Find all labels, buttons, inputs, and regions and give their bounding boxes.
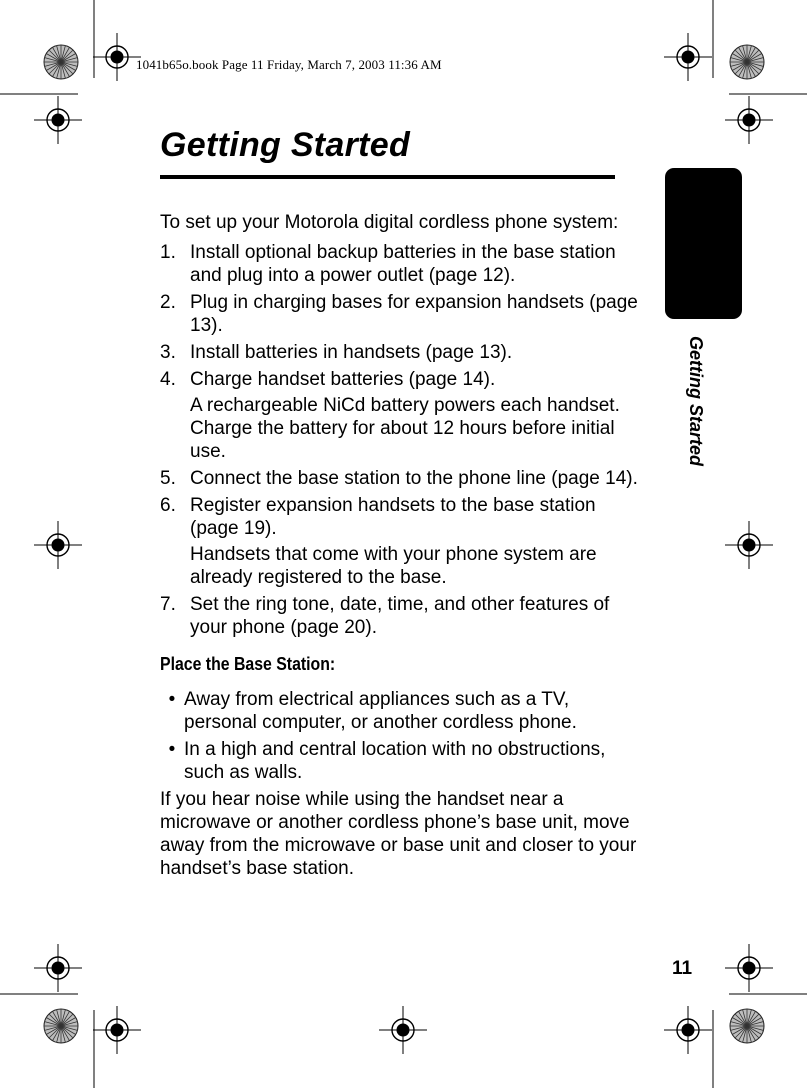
- registration-target-icon: [93, 33, 141, 81]
- noise-advice: If you hear noise while using the handset near a microwave or another cordless phone’s base unit, move away from the microwave or base unit and closer to your handset’s base station.: [160, 789, 637, 879]
- step-number: 6.: [160, 495, 176, 516]
- list-item: [160, 688, 645, 734]
- title-rule: [160, 175, 615, 179]
- step-text: Set the ring tone, date, time, and other features of your phone (page 20).: [190, 594, 610, 638]
- step-number: 4.: [160, 369, 176, 390]
- setup-step: [160, 593, 645, 639]
- bullet-icon: •: [168, 739, 176, 760]
- step-text: Register expansion handsets to the base station (page 19).: [190, 495, 596, 539]
- setup-step: [160, 467, 645, 490]
- setup-step: [160, 368, 645, 463]
- page-title: Getting Started: [160, 126, 411, 164]
- registration-target-icon: [664, 33, 712, 81]
- step-number: 1.: [160, 242, 176, 263]
- registration-target-icon: [34, 96, 82, 144]
- registration-target-icon: [379, 1006, 427, 1054]
- bullet-icon: •: [168, 689, 176, 710]
- color-bar-wheel-icon: [44, 1009, 78, 1043]
- step-text: Charge handset batteries (page 14).: [190, 369, 496, 390]
- color-bar-wheel-icon: [44, 45, 78, 79]
- step-text: Install optional backup batteries in the base station and plug into a power outlet (page 12).: [190, 242, 616, 286]
- step-text: Install batteries in handsets (page 13).: [190, 342, 513, 363]
- step-text: Connect the base station to the phone line (page 14).: [190, 468, 638, 489]
- place-base-heading: Place the Base Station:: [160, 654, 336, 674]
- registration-target-icon: [725, 96, 773, 144]
- step-number: 3.: [160, 342, 176, 363]
- list-item: [160, 738, 645, 784]
- setup-step: [160, 341, 645, 364]
- registration-target-icon: [725, 944, 773, 992]
- step-number: 2.: [160, 292, 176, 313]
- bullet-text: In a high and central location with no obstructions, such as walls.: [184, 739, 606, 783]
- setup-step: [160, 494, 645, 589]
- registration-target-icon: [664, 1006, 712, 1054]
- setup-step: [160, 291, 645, 337]
- step-text: Plug in charging bases for expansion handsets (page 13).: [190, 292, 638, 336]
- color-bar-wheel-icon: [730, 1009, 764, 1043]
- main-content: [160, 211, 645, 880]
- setup-step: [160, 241, 645, 287]
- placement-list: [160, 688, 645, 784]
- step-note: A rechargeable NiCd battery powers each handset. Charge the battery for about 12 hours before initial use.: [190, 395, 620, 462]
- intro-text: To set up your Motorola digital cordless phone system:: [160, 212, 619, 233]
- registration-target-icon: [93, 1006, 141, 1054]
- registration-target-icon: [725, 521, 773, 569]
- registration-target-icon: [34, 521, 82, 569]
- bullet-text: Away from electrical appliances such as a TV, personal computer, or another cordless phone.: [184, 689, 577, 733]
- step-number: 7.: [160, 594, 176, 615]
- step-note: Handsets that come with your phone system are already registered to the base.: [190, 544, 597, 588]
- color-bar-wheel-icon: [730, 45, 764, 79]
- section-tab: [665, 168, 742, 319]
- crop-header: 1041b65o.book Page 11 Friday, March 7, 2003 11:36 AM: [136, 57, 442, 72]
- section-tab-label: Getting Started: [686, 336, 706, 467]
- page-number: 11: [672, 958, 693, 979]
- registration-target-icon: [34, 944, 82, 992]
- step-number: 5.: [160, 468, 176, 489]
- setup-steps: [160, 241, 645, 639]
